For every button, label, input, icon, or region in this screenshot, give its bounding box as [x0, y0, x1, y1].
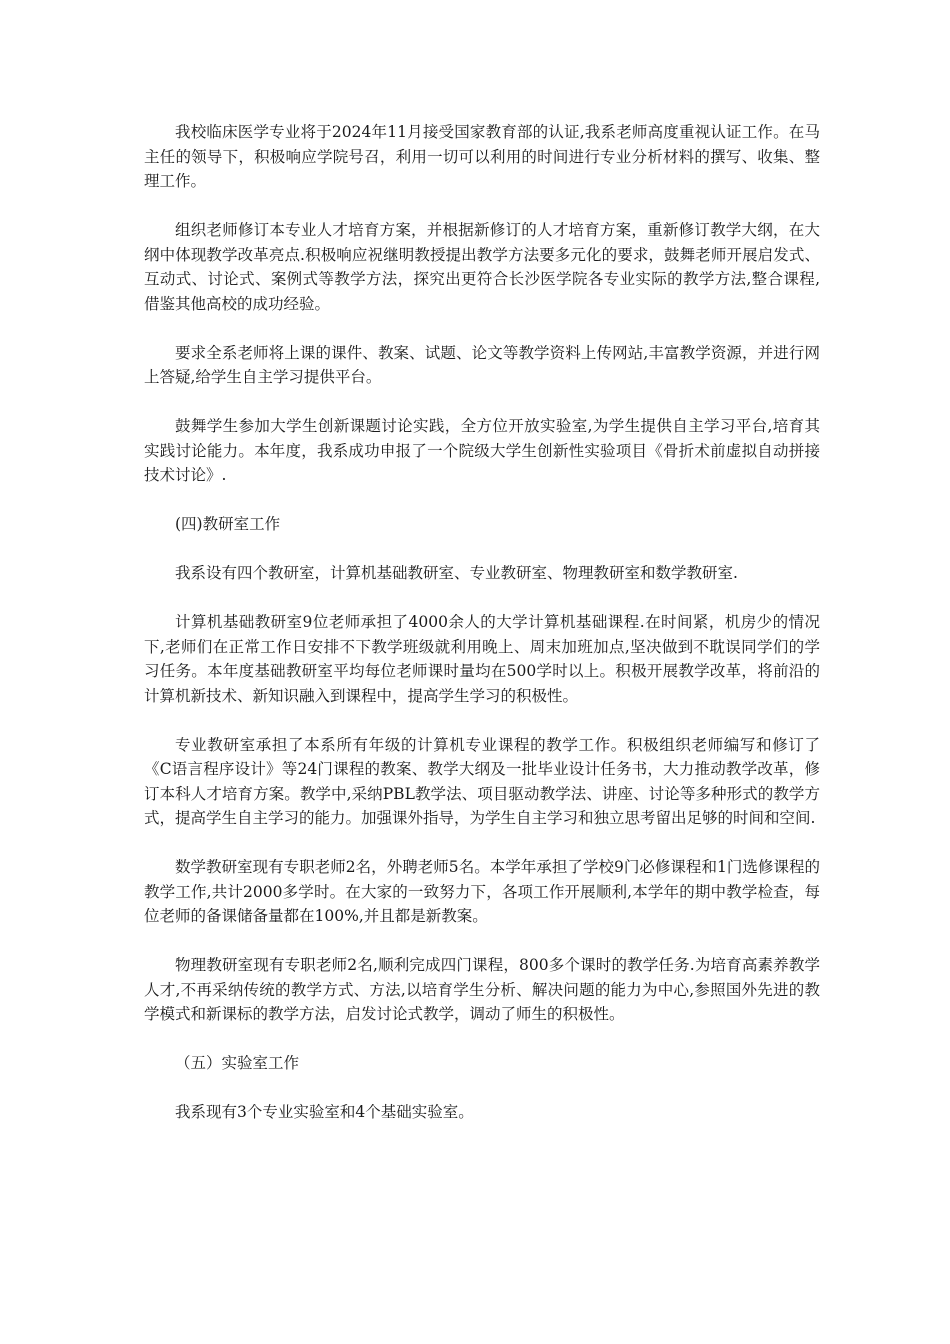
paragraph-four-offices: 我系设有四个教研室，计算机基础教研室、专业教研室、物理教研室和数学教研室. — [175, 564, 738, 582]
paragraph-math-office: 数学教研室现有专职老师2名，外聘老师5名。本学年承担了学校9门必修课程和1门选修课程的教学工作,共计2000多学时。在大家的一致努力下，各项工作开展顺利,本学年的期中教学检查，每位老师的备课储备量都在100%,并且都是新教案。 — [144, 858, 820, 925]
paragraph-physics-office: 物理教研室现有专职老师2名,顺利完成四门课程，800多个课时的教学任务.为培育高素养教学人才,不再采纳传统的教学方式、方法,以培育学生分析、解决问题的能力为中心,参照国外先进的教学模式和新课标的教学方法，启发讨论式教学，调动了师生的积极性。 — [144, 956, 820, 1023]
section-heading-laboratories: （五）实验室工作 — [175, 1054, 300, 1072]
paragraph-teaching-resources: 要求全系老师将上课的课件、教案、试题、论文等教学资料上传网站,丰富教学资源，并进行网上答疑,给学生自主学习提供平台。 — [144, 343, 820, 386]
paragraph-accreditation: 我校临床医学专业将于2024年11月接受国家教育部的认证,我系老师高度重视认证工作。在马主任的领导下，积极响应学院号召，利用一切可以利用的时间进行专业分析材料的撰写、收集、整理工作。 — [144, 123, 820, 190]
section-heading-teaching-offices: (四)教研室工作 — [175, 515, 281, 533]
paragraph-training-plan: 组织老师修订本专业人才培育方案，并根据新修订的人才培育方案，重新修订教学大纲，在大纲中体现教学改革亮点.积极响应祝继明教授提出教学方法要多元化的要求，鼓舞老师开展启发式、互动式、讨论式、案例式等教学方法，探究出更符合长沙医学院各专业实际的教学方法,整合课程,借鉴其他高校的成功经验。 — [144, 221, 820, 313]
paragraph-professional-office: 专业教研室承担了本系所有年级的计算机专业课程的教学工作。积极组织老师编写和修订了《C语言程序设计》等24门课程的教案、教学大纲及一批毕业设计任务书，大力推动教学改革，修订本科人才培育方案。教学中,采纳PBL教学法、项目驱动教学法、讲座、讨论等多种形式的教学方式，提高学生自主学习的能力。加强课外指导，为学生自主学习和独立思考留出足够的时间和空间. — [144, 735, 820, 827]
paragraph-laboratories: 我系现有3个专业实验室和4个基础实验室。 — [175, 1103, 474, 1121]
paragraph-student-innovation: 鼓舞学生参加大学生创新课题讨论实践，全方位开放实验室,为学生提供自主学习平台,培育其实践讨论能力。本年度，我系成功申报了一个院级大学生创新性实验项目《骨折术前虚拟自动拼接技术讨论》. — [144, 417, 820, 484]
document-page — [144, 120, 820, 1149]
paragraph-computer-basics-office: 计算机基础教研室9位老师承担了4000余人的大学计算机基础课程.在时间紧，机房少的情况下,老师们在正常工作日安排不下教学班级就利用晚上、周末加班加点,坚决做到不耽误同学们的学习任务。本年度基础教研室平均每位老师课时量均在500学时以上。积极开展教学改革，将前沿的计算机新技术、新知识融入到课程中，提高学生学习的积极性。 — [144, 613, 820, 705]
